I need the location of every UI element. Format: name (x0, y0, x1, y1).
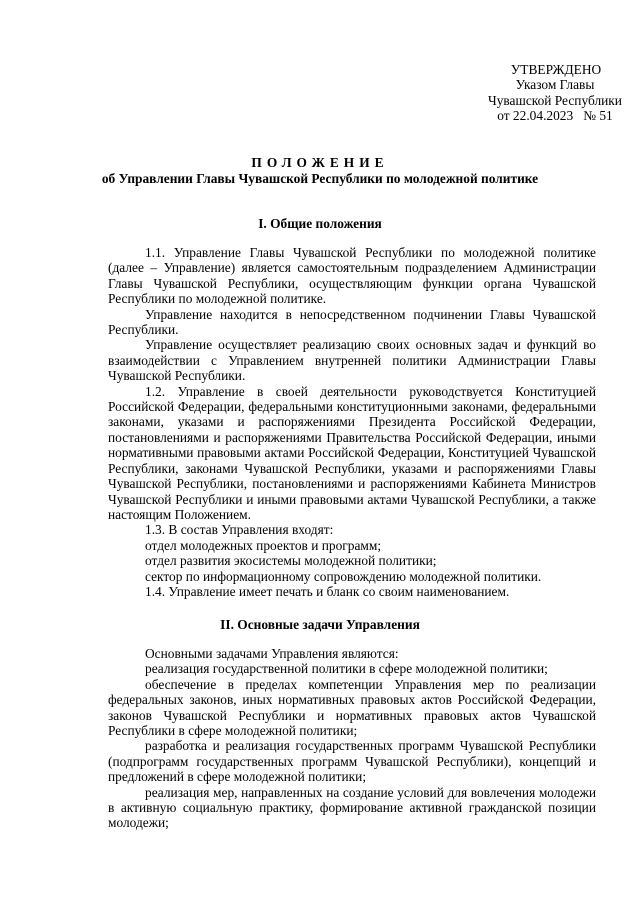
list-item: обеспечение в пределах компетенции Управления мер по реализации федеральных законов, иных нормативных правовых актов Российской Федерации, законов Чувашской Республики и нормативных правовых актов Чувашской Республики в сфере молодежной политики; (108, 676, 596, 739)
paragraph: 1.4. Управление имеет печать и бланк со своим наименованием. (145, 583, 510, 599)
list-item: отдел молодежных проектов и программ; (145, 537, 382, 553)
section-body-tasks (108, 646, 596, 831)
document-title: ПОЛОЖЕНИЕ (251, 155, 389, 170)
paragraph: Управление находится в непосредственном подчинении Главы Чувашской Республики. (108, 306, 596, 338)
approval-line-date-number: от 22.04.2023 № 51 (497, 108, 613, 124)
paragraph: Управление осуществляет реализацию своих основных задач и функций во взаимодействии с Управлением внутренней политики Администрации Главы Чувашской Республики. (108, 337, 596, 384)
document-subtitle: об Управлении Главы Чувашской Республики по молодежной политике (101, 171, 539, 186)
section-heading-tasks: II. Основные задачи Управления (220, 617, 420, 632)
paragraph: 1.2. Управление в своей деятельности руководствуется Конституцией Российской Федерации, федеральными конституционными законами, федеральными законами, указами и распоряжениями Президента Российской Федерации, постановлениями и распоряжениями Правительства Российской Федерации, иными нормативными правовыми актами Российской Федерации, Конституцией Чувашской Республики, законами Чувашской Республики, указами и распоряжениями Главы Чувашской Республики, постановлениями и распоряжениями Кабинета Министров Чувашской Республики и иными правовыми актами Чувашской Республики, а также настоящим Положением. (108, 383, 596, 522)
list-item: сектор по информационному сопровождению молодежной политики. (145, 568, 542, 584)
approval-line-decree: Указом Главы (515, 77, 595, 93)
paragraph: 1.3. В состав Управления входят: (145, 522, 334, 538)
approval-line-approved: УТВЕРЖДЕНО (510, 62, 602, 77)
paragraph: 1.1. Управление Главы Чувашской Республики по молодежной политике (далее – Управление) является самостоятельным подразделением Администрации Главы Чувашской Республики, осуществляющим функции органа Чувашской Республики по молодежной политике. (108, 245, 596, 307)
section-heading-general: I. Общие положения (258, 216, 382, 231)
approval-line-republic: Чувашской Республики (488, 92, 622, 108)
list-item: реализация мер, направленных на создание условий для вовлечения молодежи в активную социальную практику, формирование активной гражданской позиции молодежи; (108, 784, 596, 831)
approval-stamp (420, 62, 640, 124)
section-body-general (108, 245, 596, 599)
list-item: отдел развития экосистемы молодежной политики; (145, 553, 437, 569)
paragraph: Основными задачами Управления являются: (145, 646, 399, 661)
list-item: разработка и реализация государственных программ Чувашской Республики (подпрограмм государственных программ Чувашской Республики), концепций и предложений в сфере молодежной политики; (108, 738, 596, 785)
list-item: реализация государственной политики в сфере молодежной политики; (145, 661, 548, 677)
